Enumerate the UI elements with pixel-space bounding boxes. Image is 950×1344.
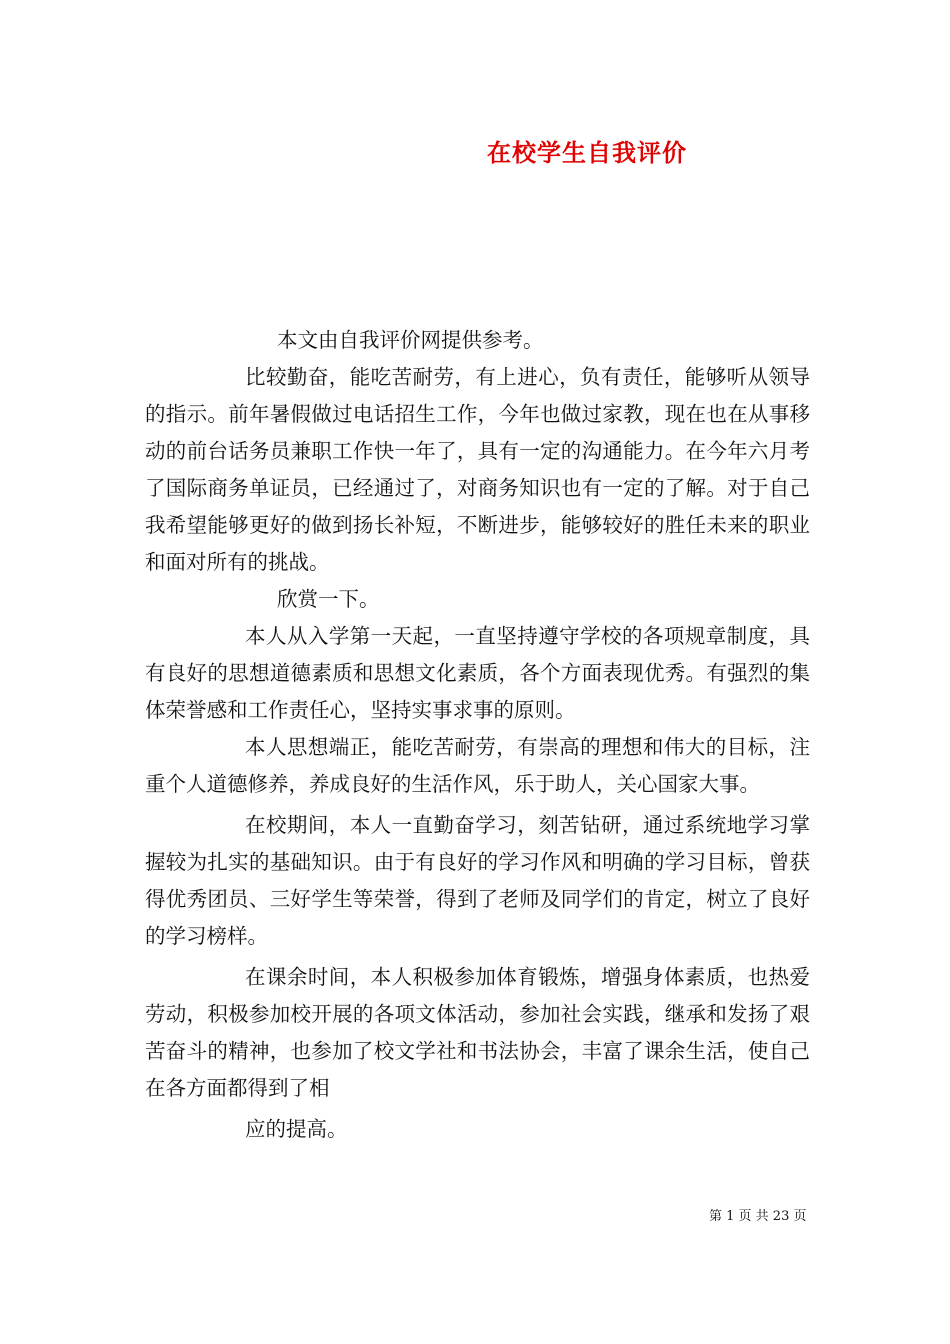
document-body xyxy=(145,322,810,1148)
intro-paragraph: 本文由自我评价网提供参考。 xyxy=(277,328,544,352)
body-paragraph: 本人思想端正，能吃苦耐劳，有崇高的理想和伟大的目标，注重个人道德修养，养成良好的生活作风，乐于助人，关心国家大事。 xyxy=(145,735,810,796)
document-title: 在校学生自我评价 xyxy=(487,138,687,167)
page-number-footer: 第 1 页 共 23 页 xyxy=(709,1209,807,1224)
body-paragraph: 应的提高。 xyxy=(245,1117,348,1141)
body-paragraph: 比较勤奋，能吃苦耐劳，有上进心，负有责任，能够听从领导的指示。前年暑假做过电话招生工作，今年也做过家教，现在也在从事移动的前台话务员兼职工作快一年了，具有一定的沟通能力。在今年六月考了国际商务单证员，已经通过了，对商务知识也有一定的了解。对于自己我希望能够更好的做到扬长补短，不断进步，能够较好的胜任未来的职业和面对所有的挑战。 xyxy=(145,365,810,574)
body-paragraph: 在课余时间，本人积极参加体育锻炼，增强身体素质，也热爱劳动，积极参加校开展的各项文体活动，参加社会实践，继承和发扬了艰苦奋斗的精神，也参加了校文学社和书法协会，丰富了课余生活，使自己在各方面都得到了相 xyxy=(145,965,810,1100)
body-paragraph: 本人从入学第一天起，一直坚持遵守学校的各项规章制度，具有良好的思想道德素质和思想文化素质，各个方面表现优秀。有强烈的集体荣誉感和工作责任心，坚持实事求事的原则。 xyxy=(145,624,810,722)
body-paragraph: 欣赏一下。 xyxy=(277,587,380,611)
body-paragraph: 在校期间，本人一直勤奋学习，刻苦钻研，通过系统地学习掌握较为扎实的基础知识。由于有良好的学习作风和明确的学习目标，曾获得优秀团员、三好学生等荣誉，得到了老师及同学们的肯定，树立了良好的学习榜样。 xyxy=(145,813,810,948)
